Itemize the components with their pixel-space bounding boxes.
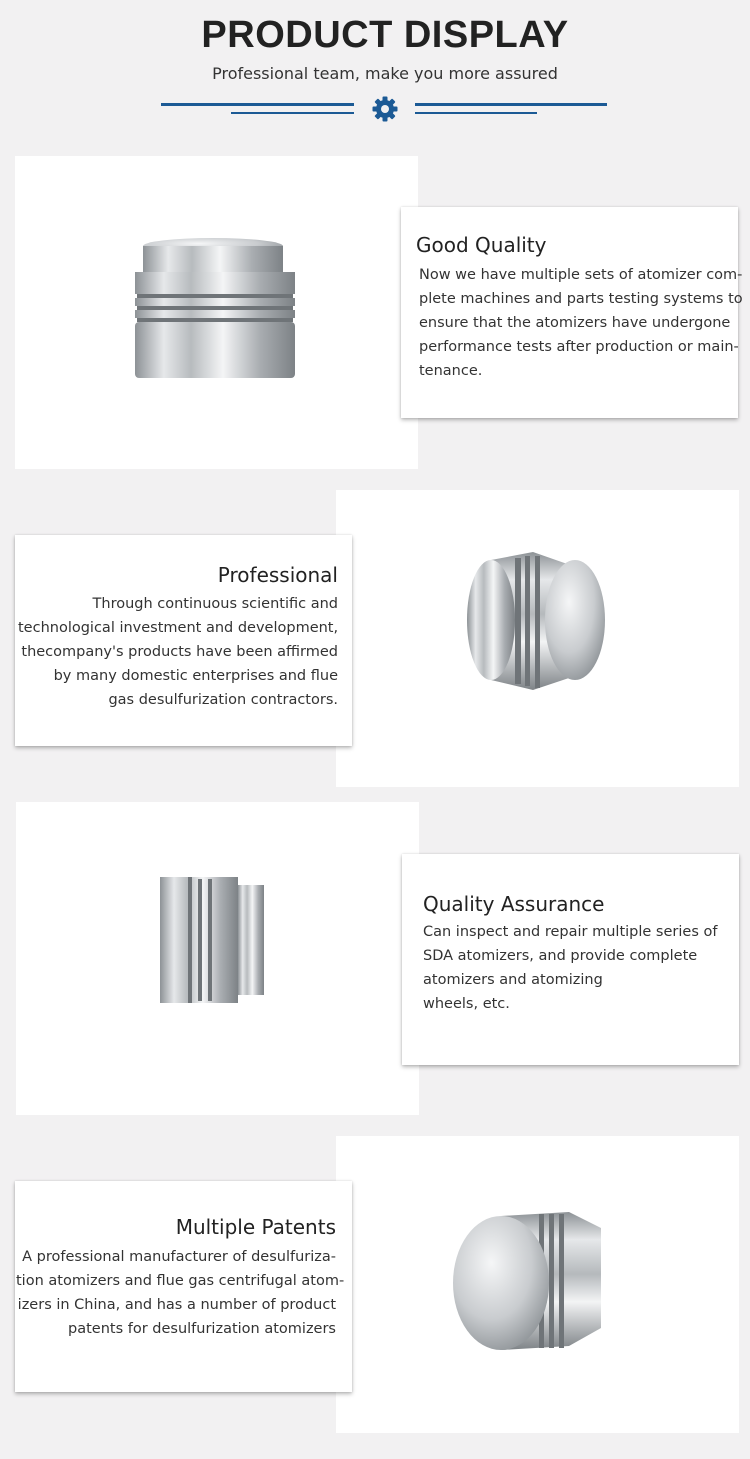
feature-card-multiple-patents xyxy=(15,1181,352,1392)
divider-line-left xyxy=(161,103,354,106)
feature-card-quality-assurance xyxy=(402,854,739,1065)
product-image-panel-3 xyxy=(16,802,419,1115)
feature-description-line: patents for desulfurization atomizers xyxy=(68,1321,336,1337)
product-image-panel-4 xyxy=(336,1136,739,1433)
page-title: PRODUCT DISPLAY xyxy=(201,14,569,56)
feature-description xyxy=(16,1245,345,1341)
product-image-atomizer-part-1 xyxy=(133,236,303,386)
feature-description-line: Now we have multiple sets of atomizer com- xyxy=(419,267,743,283)
product-image-atomizer-part-3 xyxy=(158,875,268,1005)
feature-description-line: tenance. xyxy=(419,363,483,379)
feature-card-good-quality xyxy=(401,207,743,418)
feature-description-line: thecompany's products have been affirmed xyxy=(21,644,338,660)
gear-icon xyxy=(371,95,399,123)
feature-description-line: Through continuous scientific and xyxy=(92,596,338,612)
product-image-atomizer-part-4 xyxy=(451,1208,611,1358)
divider-line-right xyxy=(415,103,607,106)
page-subtitle: Professional team, make you more assured xyxy=(212,64,558,83)
feature-title: Quality Assurance xyxy=(423,892,605,916)
feature-description-line: plete machines and parts testing systems to xyxy=(419,291,743,307)
divider-line-right-lower xyxy=(415,112,537,114)
feature-description-line: technological investment and development, xyxy=(18,620,339,636)
feature-description-line: by many domestic enterprises and flue xyxy=(53,668,338,684)
feature-description-line: wheels, etc. xyxy=(423,996,510,1012)
feature-description-line: izers in China, and has a number of product xyxy=(17,1297,336,1313)
feature-description-line: atomizers and atomizing xyxy=(423,972,603,988)
product-image-atomizer-part-2 xyxy=(463,548,613,698)
feature-description-line: performance tests after production or main- xyxy=(419,339,739,355)
divider-line-left-lower xyxy=(231,112,354,114)
feature-description-line: ensure that the atomizers have undergone xyxy=(419,315,731,331)
section-header xyxy=(0,0,750,140)
feature-description-line: SDA atomizers, and provide complete xyxy=(423,948,698,964)
feature-title: Professional xyxy=(217,563,338,587)
feature-description-line: tion atomizers and flue gas centrifugal atom- xyxy=(16,1273,345,1289)
feature-description-line: gas desulfurization contractors. xyxy=(108,692,338,708)
feature-title: Good Quality xyxy=(416,233,547,257)
feature-description-line: Can inspect and repair multiple series of xyxy=(423,924,718,940)
feature-description xyxy=(423,920,733,1016)
feature-description-line: A professional manufacturer of desulfuriza- xyxy=(22,1249,336,1265)
feature-description xyxy=(419,263,743,383)
feature-card-professional xyxy=(15,535,352,746)
product-image-panel-2 xyxy=(336,490,739,787)
feature-title: Multiple Patents xyxy=(175,1215,336,1239)
feature-description xyxy=(18,592,338,712)
product-image-panel-1 xyxy=(15,156,418,469)
